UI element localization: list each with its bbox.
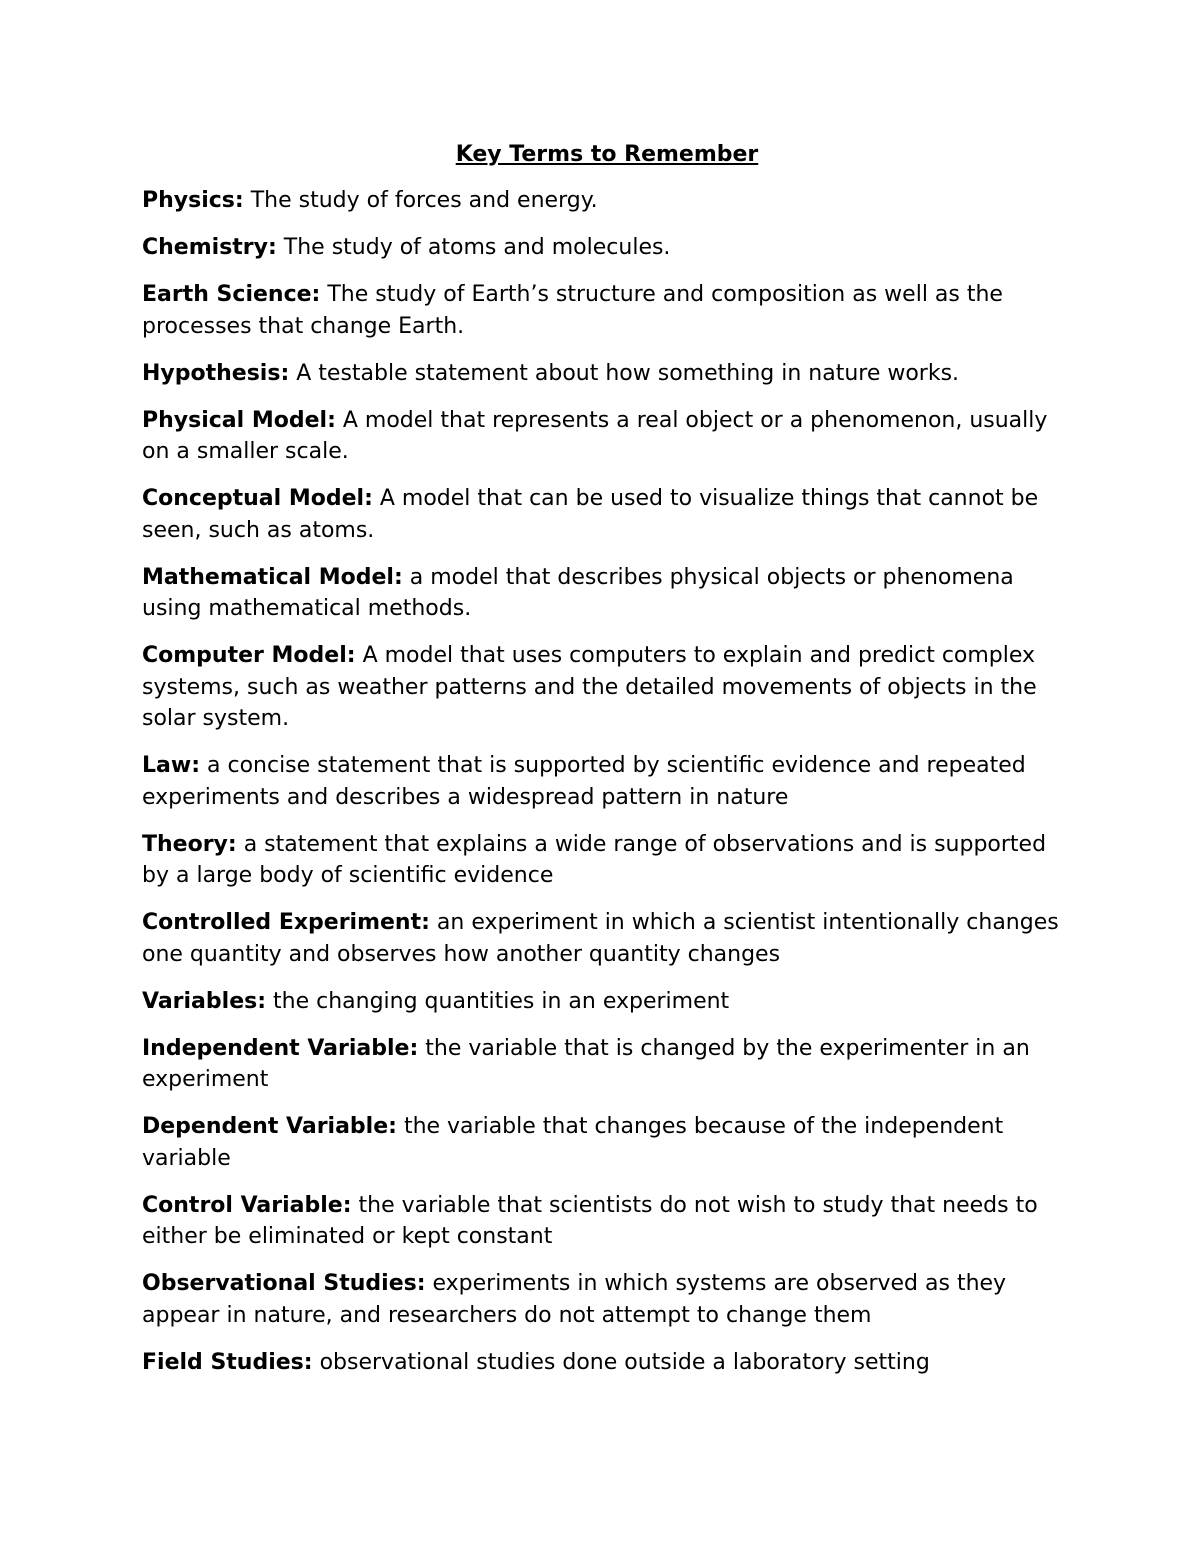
term-definition: A testable statement about how something in nature works. <box>296 360 960 386</box>
term-entry <box>142 279 1072 342</box>
term-label: Law: <box>142 753 200 778</box>
term-entry <box>142 405 1072 468</box>
term-definition: the variable that scientists do not wish to study that needs to either be eliminated or kept constant <box>142 1192 1038 1249</box>
term-definition: observational studies done outside a laboratory setting <box>319 1349 930 1375</box>
term-definition: The study of atoms and molecules. <box>283 235 671 260</box>
term-definition: the changing quantities in an experiment <box>273 988 730 1014</box>
document-page <box>142 138 1072 1394</box>
term-definition: A model that can be used to visualize things that cannot be seen, such as atoms. <box>142 486 1039 543</box>
term-entry <box>142 829 1072 892</box>
term-definition: the variable that is changed by the experimenter in an experiment <box>142 1035 1030 1092</box>
term-label: Theory: <box>142 831 237 857</box>
term-label: Control Variable: <box>142 1192 352 1218</box>
term-entry <box>142 750 1072 813</box>
term-definition: an experiment in which a scientist intentionally changes one quantity and observes how another quantity changes <box>142 910 1059 967</box>
term-entry <box>142 1347 1072 1379</box>
term-entry <box>142 1111 1072 1174</box>
term-definition: A model that represents a real object or a phenomenon, usually on a smaller scale. <box>142 407 1048 464</box>
term-entry <box>142 185 1072 217</box>
term-entry <box>142 907 1072 970</box>
term-entry <box>142 562 1072 625</box>
term-entry <box>142 1190 1072 1253</box>
term-definition: A model that uses computers to explain and predict complex systems, such as weather patterns and the detailed movements of objects in the solar system. <box>142 643 1037 731</box>
term-label: Hypothesis: <box>142 360 290 386</box>
term-definition: a statement that explains a wide range of observations and is supported by a large body of scientific evidence <box>142 831 1047 888</box>
term-label: Physical Model: <box>142 407 336 433</box>
term-entry <box>142 1268 1072 1331</box>
term-list <box>142 185 1072 1378</box>
term-label: Earth Science: <box>142 282 321 307</box>
term-entry <box>142 1033 1072 1096</box>
term-entry <box>142 483 1072 546</box>
term-label: Controlled Experiment: <box>142 910 430 935</box>
term-label: Field Studies: <box>142 1349 313 1375</box>
term-definition: a model that describes physical objects or phenomena using mathematical methods. <box>142 564 1014 621</box>
term-definition: The study of forces and energy. <box>250 188 598 213</box>
document-title: Key Terms to Remember <box>455 142 759 167</box>
term-entry <box>142 986 1072 1018</box>
term-label: Mathematical Model: <box>142 564 403 590</box>
term-label: Independent Variable: <box>142 1035 419 1061</box>
term-label: Physics: <box>142 188 244 213</box>
term-label: Dependent Variable: <box>142 1114 397 1139</box>
term-definition: a concise statement that is supported by scientific evidence and repeated experiments and describes a widespread pattern in nature <box>142 753 1026 810</box>
term-label: Chemistry: <box>142 235 277 260</box>
term-label: Variables: <box>142 988 267 1014</box>
term-definition: experiments in which systems are observed as they appear in nature, and researchers do not attempt to change them <box>142 1271 1007 1328</box>
term-entry <box>142 640 1072 735</box>
term-entry <box>142 232 1072 264</box>
term-label: Conceptual Model: <box>142 486 373 511</box>
term-label: Observational Studies: <box>142 1271 426 1296</box>
term-entry <box>142 358 1072 390</box>
term-definition: The study of Earth’s structure and composition as well as the processes that change Earth. <box>142 282 1003 339</box>
term-definition: the variable that changes because of the independent variable <box>142 1114 1004 1171</box>
term-label: Computer Model: <box>142 643 356 668</box>
